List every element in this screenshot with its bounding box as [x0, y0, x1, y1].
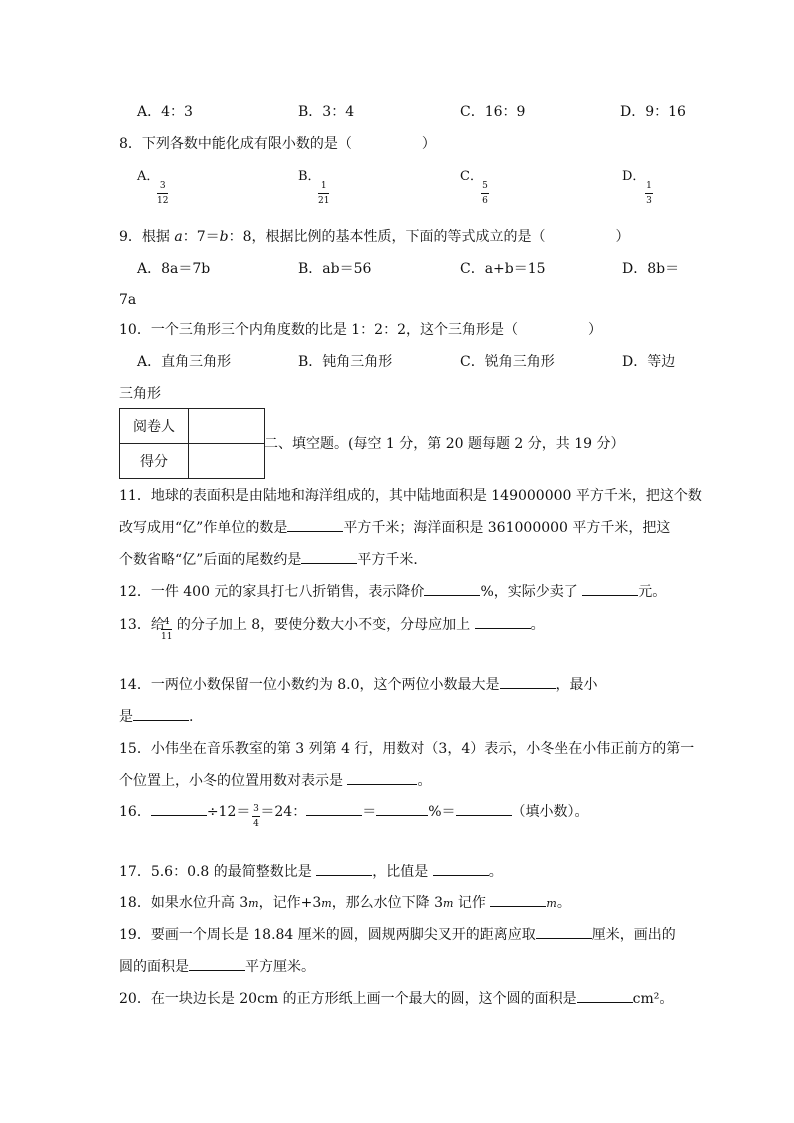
q18-unit-2: m — [321, 897, 332, 910]
q8-fraction-c-den: 6 — [482, 196, 488, 206]
q14-line2-post: . — [189, 709, 194, 725]
q11-line3-pre: 个数省略“亿”后面的尾数约是 — [119, 552, 302, 568]
q10-option-b: B．钝角三角形 — [298, 354, 393, 370]
q20-pre: 20．在一块边长是 20cm 的正方形纸上画一个最大的圆，这个圆的面积是 — [119, 991, 577, 1007]
q15-line2-post: 。 — [417, 773, 432, 789]
q8-fraction-b — [318, 181, 329, 206]
q11-line1: 11．地球的表面积是由陆地和海洋组成的，其中陆地面积是 149000000 平方千米，把这个数 — [119, 488, 702, 504]
q16-blank-3[interactable] — [376, 801, 428, 816]
q8-fraction-d-den: 3 — [646, 196, 652, 206]
q14-line2 — [119, 706, 193, 727]
q13-line — [119, 614, 545, 635]
q8-fraction-d-num: 1 — [646, 181, 652, 191]
q8-fraction-a-num: 3 — [159, 181, 166, 191]
q12-mid: %，实际少卖了 — [480, 584, 583, 600]
q17-post: 。 — [488, 864, 503, 880]
q9-stem-post: ：8，根据比例的基本性质，下面的等式成立的是（ ） — [228, 229, 630, 245]
q16-fraction-den: 4 — [253, 819, 259, 829]
q9-option-d: D．8b＝ — [622, 261, 680, 277]
q7-option-b: B．3：4 — [298, 104, 355, 120]
q13-mid: 的分子加上 8，要使分数大小不变，分母应加上 — [176, 617, 475, 633]
q11-line3-post: 平方千米． — [357, 552, 428, 568]
q8-label-d: D． — [622, 169, 646, 184]
q16-blank-2[interactable] — [306, 801, 362, 816]
q17-line — [119, 861, 503, 882]
q12-blank-2[interactable] — [582, 581, 638, 596]
q12-blank-1[interactable] — [424, 581, 480, 596]
q15-line2-pre: 个位置上，小冬的位置用数对表示是 — [119, 773, 348, 789]
q9-var-b: b — [219, 229, 229, 245]
q19-blank-2[interactable] — [189, 956, 245, 971]
q8-label-c: C． — [460, 169, 483, 184]
q17-blank-1[interactable] — [316, 861, 372, 876]
q8-fraction-a — [157, 181, 168, 206]
q16-fraction — [252, 804, 260, 829]
q13-fraction-den: 11 — [161, 632, 173, 642]
q18-post: 。 — [556, 895, 571, 911]
q9-var-a: a — [174, 229, 183, 245]
q18-pre: 18．如果水位升高 3 — [119, 895, 249, 911]
q20-blank[interactable] — [577, 988, 633, 1003]
q8-fraction-c-num: 5 — [482, 181, 488, 191]
q8-fraction-b-num: 1 — [320, 181, 327, 191]
q8-fraction-c — [481, 181, 489, 206]
q16-blank-4[interactable] — [456, 801, 512, 816]
q17-mid: ，比值是 — [372, 864, 433, 880]
section-2-title: 二、填空题。(每空 1 分，第 20 题每题 2 分，共 19 分） — [264, 436, 625, 452]
q11-line2-pre: 改写成用“亿”作单位的数是 — [119, 520, 288, 536]
q18-unit-3: m — [443, 897, 454, 910]
q15-line1: 15．小伟坐在音乐教室的第 3 列第 4 行，用数对（3，4）表示，小冬坐在小伟正前方的第一 — [119, 741, 695, 757]
q18-unit-1: m — [248, 897, 259, 910]
q18-mid: ，记作+3 — [258, 895, 322, 911]
q19-line1-pre: 19．要画一个周长是 18.84 厘米的圆，圆规两脚尖叉开的距离应取 — [119, 927, 536, 943]
q11-line3 — [119, 549, 427, 570]
q7-option-a: A．4：3 — [137, 104, 193, 120]
q19-line1-post: 厘米，画出的 — [591, 927, 676, 943]
q7-option-c: C．16：9 — [460, 104, 526, 120]
q14-line1 — [119, 674, 598, 695]
q8-fraction-d — [645, 181, 653, 206]
q18-line — [119, 892, 571, 914]
q20-line — [119, 988, 673, 1009]
q11-blank-1[interactable] — [287, 517, 343, 532]
q15-blank[interactable] — [347, 770, 417, 785]
q16-line — [119, 801, 589, 822]
q19-line2-pre: 圆的面积是 — [119, 959, 189, 975]
q13-fraction-num: 4 — [163, 617, 170, 627]
reviewer-cell[interactable] — [189, 409, 265, 444]
q13-fraction — [161, 617, 172, 642]
q12-post: 元。 — [638, 584, 667, 600]
q14-line1-pre: 14．一两位小数保留一位小数约为 8.0，这个两位小数最大是 — [119, 677, 500, 693]
q11-line2-mid: 平方千米；海洋面积是 361000000 平方千米，把这 — [343, 520, 671, 536]
q10-stem: 10．一个三角形三个内角度数的比是 1：2：2，这个三角形是（ ） — [119, 322, 602, 338]
score-label: 得分 — [120, 444, 189, 479]
q9-stem — [119, 227, 630, 247]
q12-pre: 12．一件 400 元的家具打七八折销售，表示降价 — [119, 584, 425, 600]
q9-option-d-wrap: 7a — [119, 292, 137, 308]
q14-line2-pre: 是 — [119, 709, 133, 725]
q19-line1 — [119, 924, 676, 945]
q8-label-a: A． — [137, 169, 160, 184]
q16-blank-1[interactable] — [151, 801, 207, 816]
q14-line1-post: ，最小 — [555, 677, 598, 693]
q16-div: ÷12＝ — [206, 804, 251, 820]
q16-pre: 16． — [119, 804, 151, 820]
q13-blank[interactable] — [475, 614, 531, 629]
q14-blank-1[interactable] — [500, 674, 556, 689]
q13-pre: 13．给 — [119, 617, 165, 633]
q18-mid3: 记作 — [453, 895, 491, 911]
q17-pre: 17．5.6：0.8 的最简整数比是 — [119, 864, 317, 880]
q11-line2 — [119, 517, 670, 538]
q17-blank-2[interactable] — [433, 861, 489, 876]
q8-option-d — [622, 168, 645, 186]
q7-option-d: D．9：16 — [620, 104, 686, 120]
q16-eq2: ＝ — [362, 804, 377, 820]
q16-eq: ＝24： — [260, 804, 307, 820]
q8-fraction-b-den: 21 — [318, 196, 330, 206]
q10-option-d-wrap: 三角形 — [119, 386, 161, 402]
score-table — [119, 408, 265, 479]
q16-fraction-num: 3 — [253, 804, 259, 814]
q16-post: （填小数）。 — [511, 804, 589, 820]
score-cell[interactable] — [189, 444, 265, 479]
q10-option-d: D．等边 — [622, 354, 676, 370]
q16-pct: %＝ — [428, 804, 456, 820]
q18-unit-4: m — [546, 897, 557, 910]
q13-post: 。 — [530, 617, 545, 633]
q9-stem-mid: ：7＝ — [182, 229, 220, 245]
q19-line2-post: 平方厘米。 — [245, 959, 315, 975]
q10-option-c: C．锐角三角形 — [460, 354, 555, 370]
q18-mid2: ，那么水位下降 3 — [331, 895, 444, 911]
q19-line2 — [119, 956, 315, 977]
q9-option-b: B．ab＝56 — [298, 261, 372, 277]
q8-stem: 8．下列各数中能化成有限小数的是（ ） — [119, 136, 436, 152]
q11-blank-2[interactable] — [301, 549, 357, 564]
reviewer-label: 阅卷人 — [120, 409, 189, 444]
q20-post: cm²。 — [632, 991, 674, 1007]
q12-line — [119, 581, 666, 602]
q8-fraction-a-den: 12 — [157, 196, 169, 206]
q14-blank-2[interactable] — [133, 706, 189, 721]
q9-option-a: A．8a＝7b — [137, 261, 211, 277]
q9-option-c: C．a+b＝15 — [460, 261, 546, 277]
q19-blank-1[interactable] — [536, 924, 592, 939]
q10-option-a: A．直角三角形 — [137, 354, 232, 370]
q15-line2 — [119, 770, 431, 791]
q9-stem-pre: 9．根据 — [119, 229, 175, 245]
q8-option-c — [460, 168, 483, 186]
q18-blank[interactable] — [490, 892, 546, 907]
q8-label-b: B． — [298, 169, 321, 184]
